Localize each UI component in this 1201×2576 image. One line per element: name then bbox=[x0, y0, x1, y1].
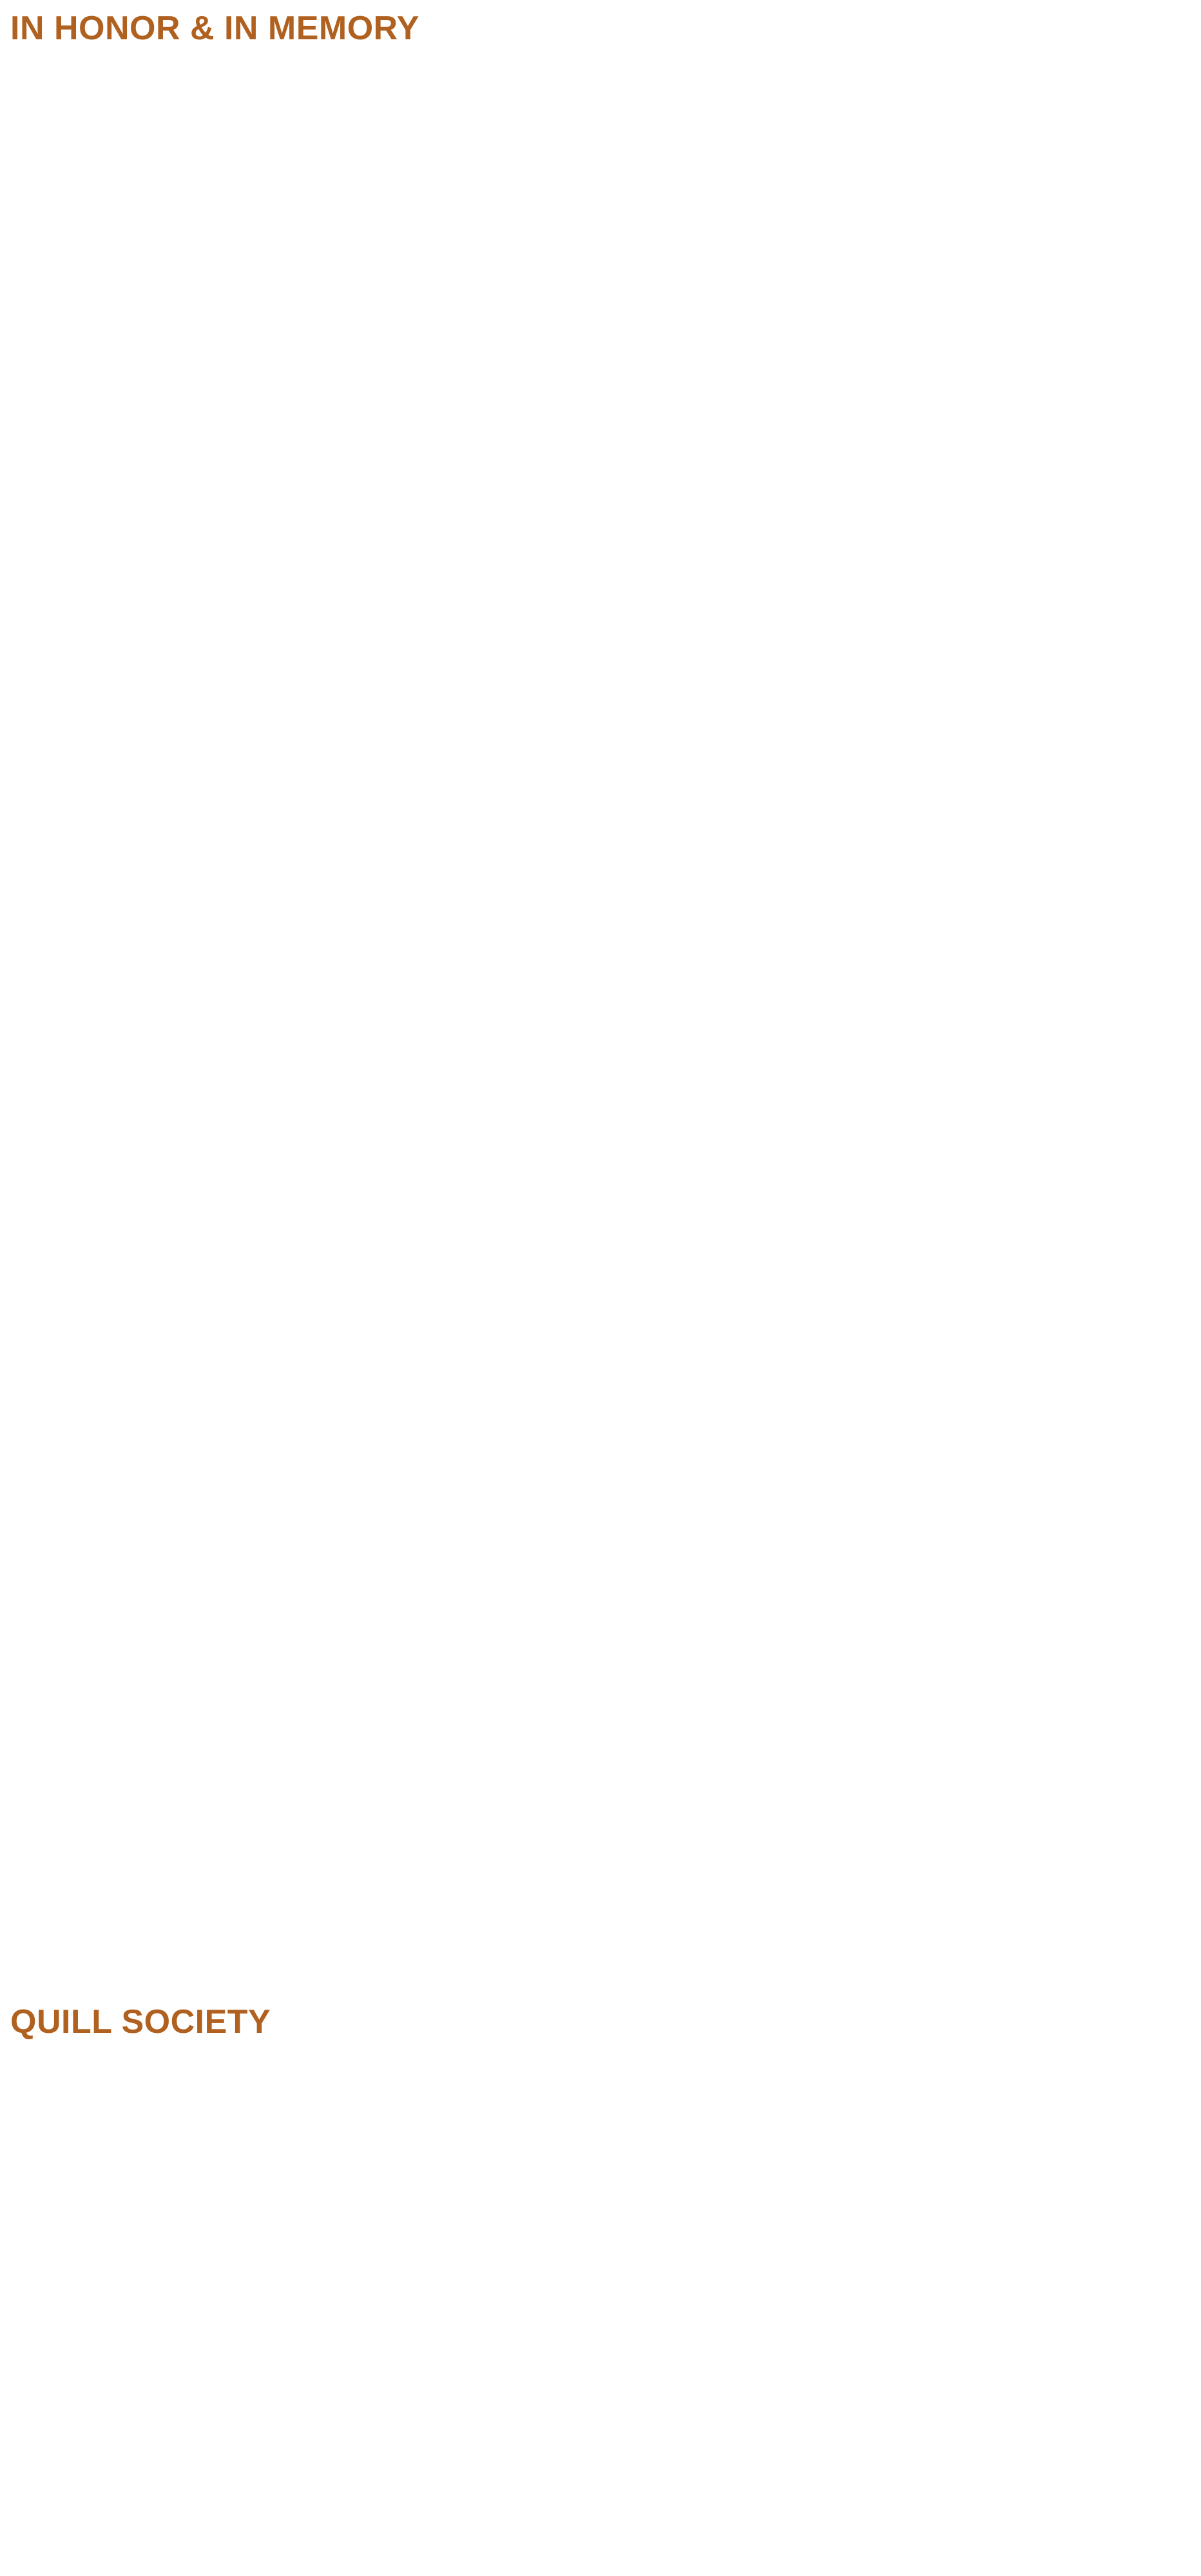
section-heading-in-honor-in-memory: IN HONOR & IN MEMORY bbox=[10, 10, 419, 47]
section-heading-quill-society: QUILL SOCIETY bbox=[10, 2003, 271, 2041]
